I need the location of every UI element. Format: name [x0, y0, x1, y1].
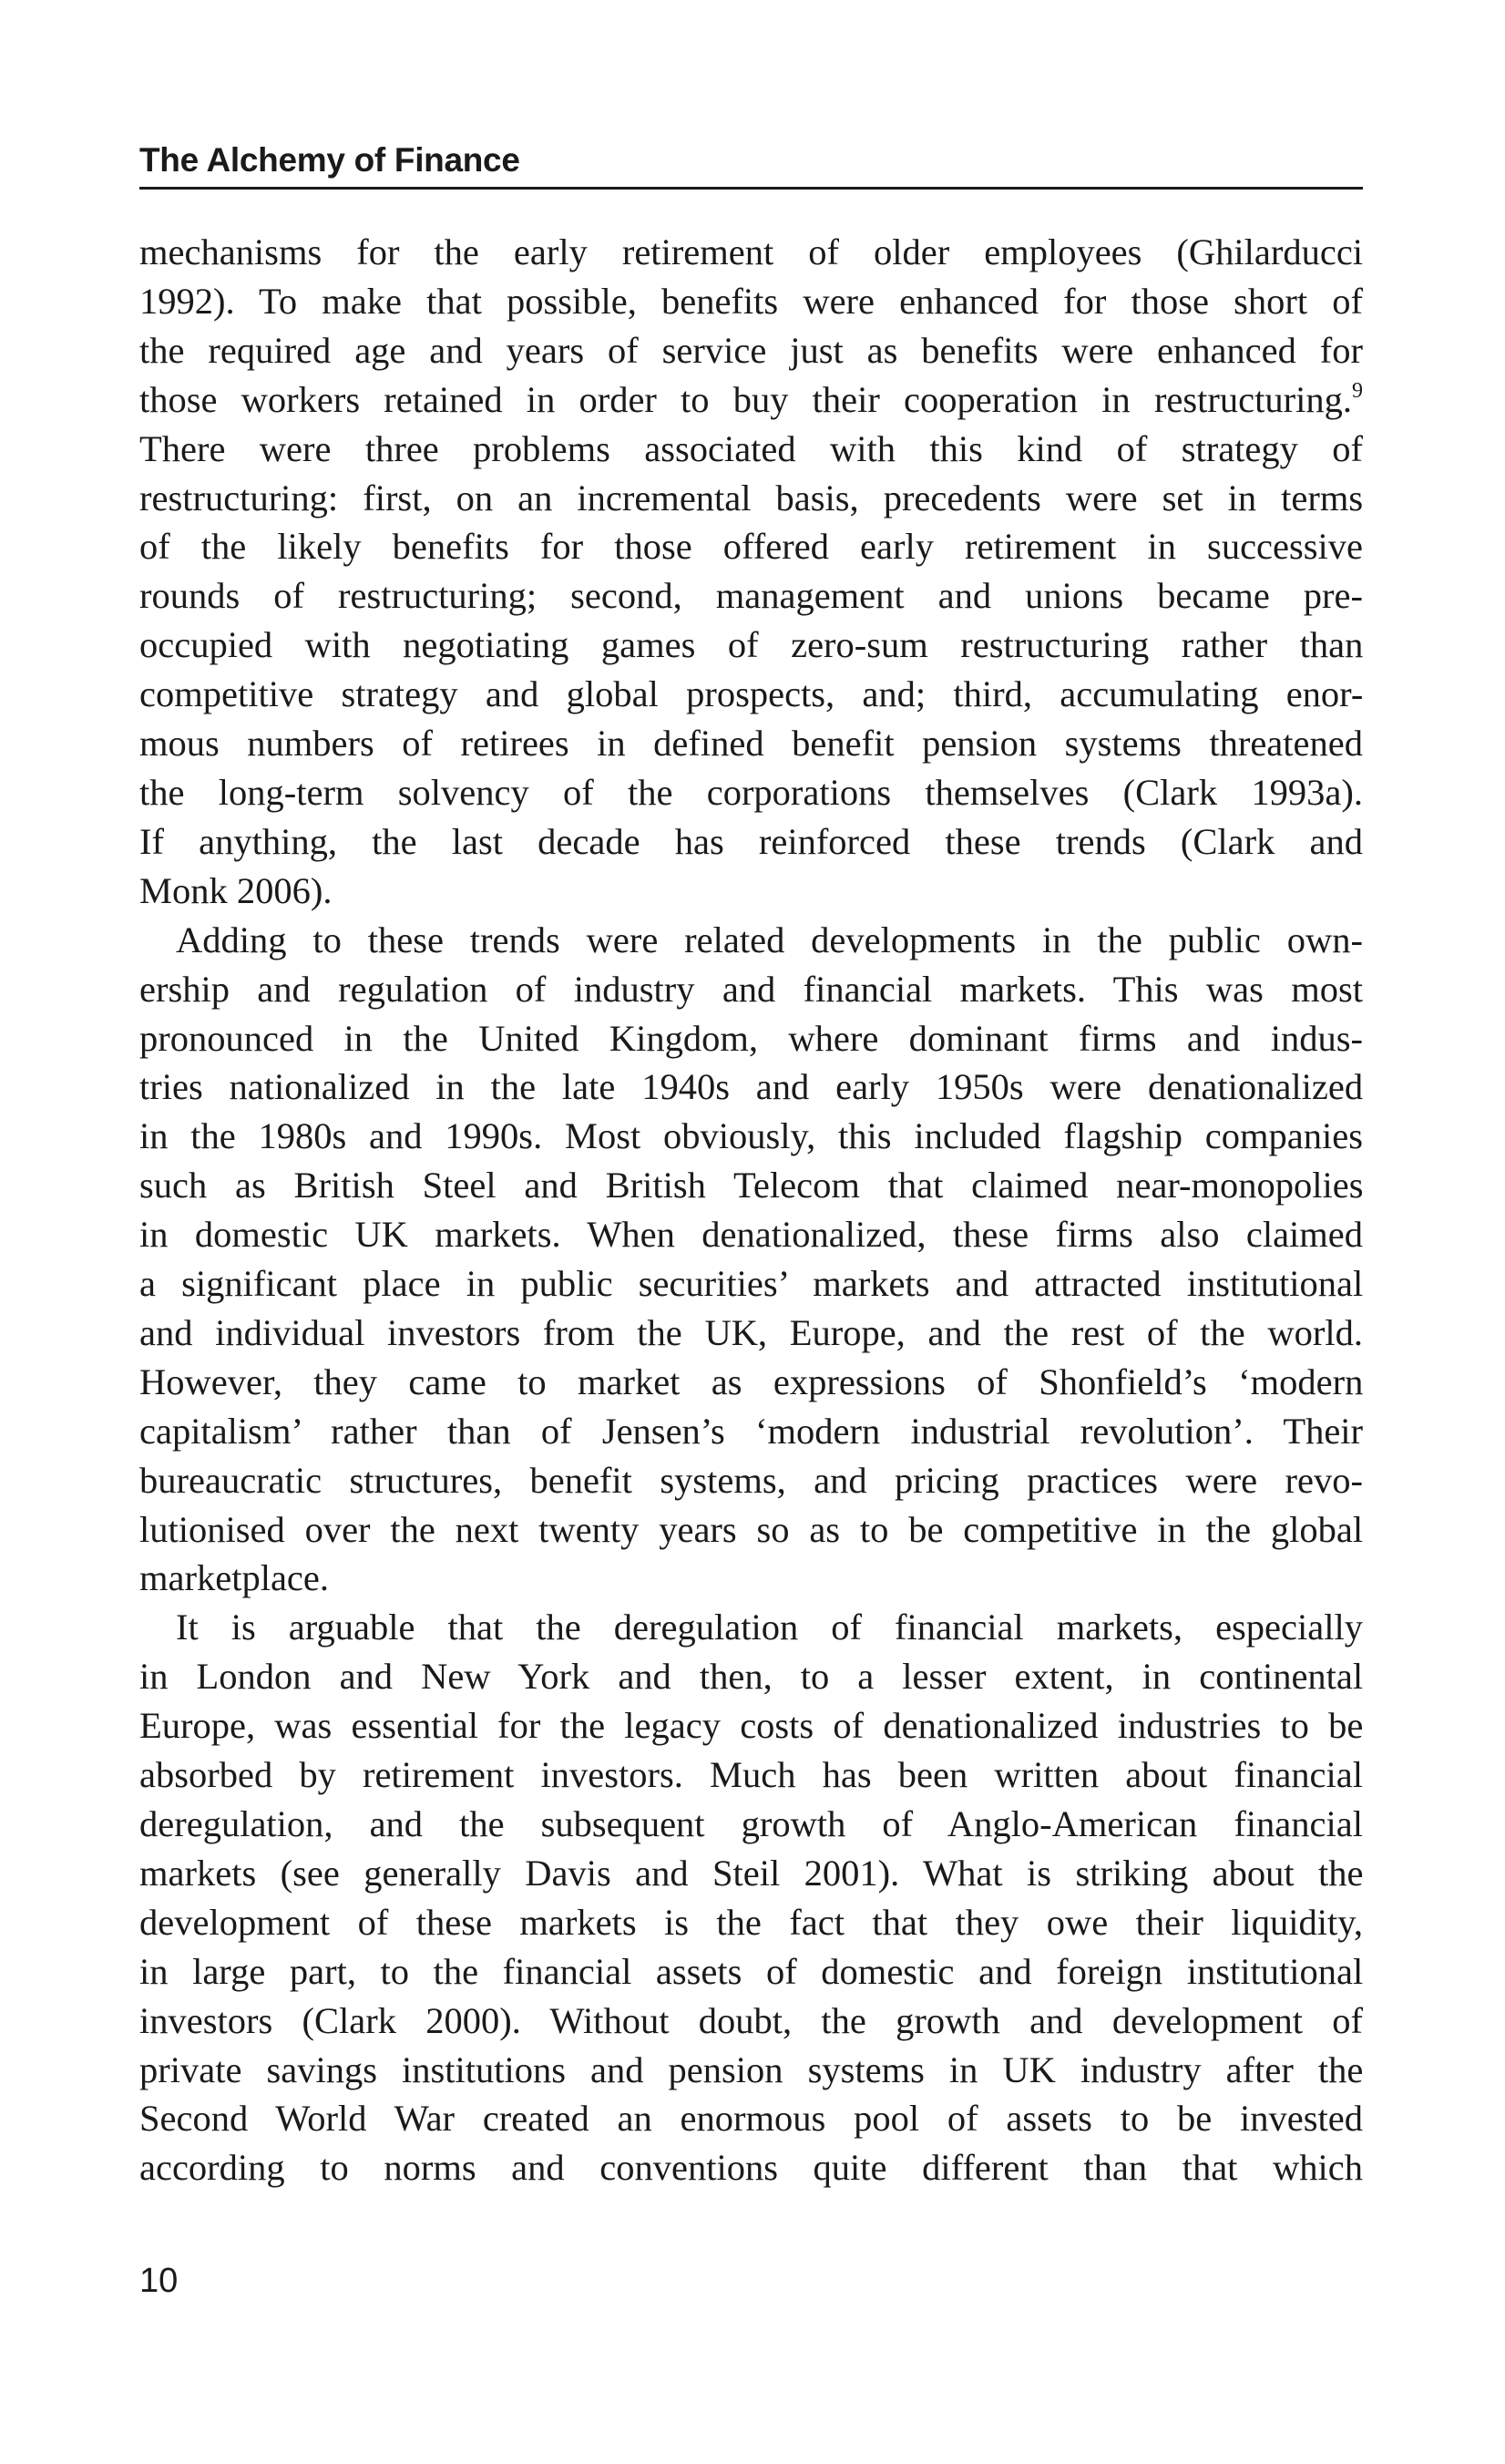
text-line: investors (Clark 2000). Without doubt, the growth and development of	[139, 1999, 1363, 2041]
text-line: lutionised over the next twenty years so as to be competitive in the global	[139, 1508, 1364, 1550]
text-line: mechanisms for the early retirement of older employees (Ghilarducci	[139, 231, 1364, 272]
text-line: Monk 2006).	[139, 869, 333, 911]
body-text	[139, 228, 1363, 2192]
text-line: If anything, the last decade has reinforced these trends (Clark and	[139, 820, 1363, 862]
paragraph-1	[139, 228, 1363, 916]
text-line: in the 1980s and 1990s. Most obviously, this included flagship companies	[139, 1115, 1363, 1157]
text-line: such as British Steel and British Telecom that claimed near-monopolies	[139, 1165, 1364, 1206]
text-line: in large part, to the financial assets of domestic and foreign institutional	[139, 1950, 1364, 1992]
text-line: in London and New York and then, to a lesser extent, in continental	[139, 1656, 1364, 1698]
text-line: rounds of restructuring; second, management and unions became pre-	[139, 575, 1364, 617]
text-line: the long-term solvency of the corporations themselves (Clark 1993a).	[139, 771, 1363, 813]
text-line: However, they came to market as expressions of Shonfield’s ‘modern	[139, 1360, 1364, 1402]
text-line: ership and regulation of industry and financial markets. This was most	[139, 968, 1363, 1010]
text-line: the required age and years of service just as benefits were enhanced for	[139, 329, 1363, 371]
text-line: capitalism’ rather than of Jensen’s ‘modern industrial revolution’. Their	[139, 1410, 1364, 1452]
text-line: according to norms and conventions quite different than that which	[139, 2147, 1363, 2189]
text-line: in domestic UK markets. When denationalized, these firms also claimed	[139, 1214, 1364, 1256]
text-line: It is arguable that the deregulation of financial markets, especially	[176, 1607, 1363, 1648]
text-line: 1992). To make that possible, benefits were enhanced for those short of	[139, 280, 1363, 322]
text-line-content: those workers retained in order to buy their cooperation in restructuring.	[139, 378, 1352, 420]
paragraph-3	[139, 1603, 1363, 2192]
text-line: a significant place in public securities’ markets and attracted institutional	[139, 1263, 1364, 1305]
text-line: occupied with negotiating games of zero-sum restructuring rather than	[139, 624, 1364, 666]
text-line: Europe, was essential for the legacy costs of denationalized industries to be	[139, 1705, 1364, 1747]
footnote-marker: 9	[1352, 378, 1363, 403]
text-line: absorbed by retirement investors. Much has been written about financial	[139, 1754, 1363, 1796]
text-line: pronounced in the United Kingdom, where dominant firms and indus-	[139, 1017, 1363, 1059]
text-line: development of these markets is the fact that they owe their liquidity,	[139, 1901, 1363, 1943]
text-line: marketplace.	[139, 1557, 329, 1599]
text-line: private savings institutions and pension systems in UK industry after the	[139, 2048, 1364, 2090]
running-head-title: The Alchemy of Finance	[139, 139, 1363, 190]
text-line: bureaucratic structures, benefit systems, and pricing practices were revo-	[139, 1459, 1363, 1501]
text-line-with-footnote	[139, 375, 1363, 425]
text-line: deregulation, and the subsequent growth of Anglo-American financial	[139, 1803, 1363, 1844]
text-line: mous numbers of retirees in defined benefit pension systems threatened	[139, 723, 1363, 765]
text-line: markets (see generally Davis and Steil 2001). What is striking about the	[139, 1852, 1364, 1894]
text-line: of the likely benefits for those offered early retirement in successive	[139, 526, 1363, 568]
text-line: competitive strategy and global prospects, and; third, accumulating enor-	[139, 673, 1364, 715]
text-line: tries nationalized in the late 1940s and early 1950s were denationalized	[139, 1066, 1364, 1108]
text-line: There were three problems associated with this kind of strategy of	[139, 427, 1363, 469]
text-line: restructuring: first, on an incremental basis, precedents were set in terms	[139, 477, 1364, 518]
paragraph-2	[139, 916, 1363, 1604]
text-line: Adding to these trends were related developments in the public own-	[176, 919, 1363, 960]
text-line: Second World War created an enormous pool of assets to be invested	[139, 2098, 1363, 2140]
text-line: and individual investors from the UK, Europe, and the rest of the world.	[139, 1311, 1363, 1353]
page-number: 10	[139, 2262, 179, 2300]
